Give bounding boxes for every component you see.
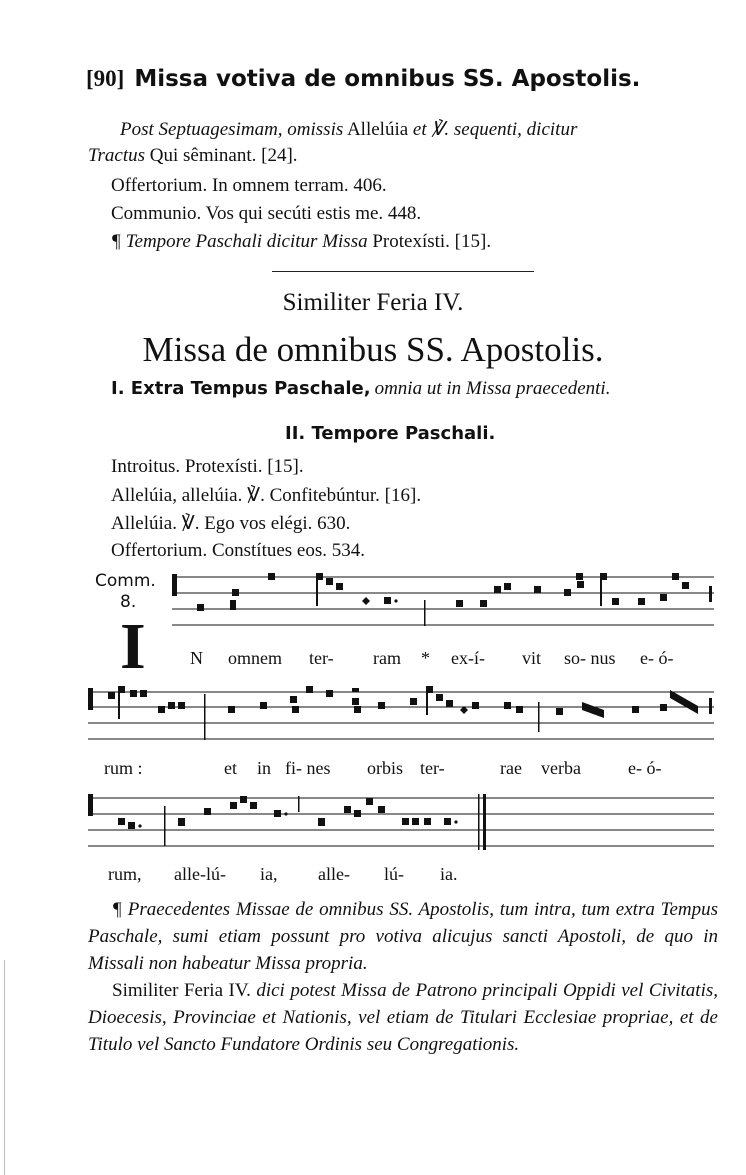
- note-paragraph-1: ¶ Praecedentes Missae de omnibus SS. Apostolis, tum intra, tum extra Tempus Paschale, sumi etiam possunt pro votiva alicujus sancti Apostoli, de quo in Missali non habeatur Missa propria.: [88, 899, 718, 974]
- lyric-syllable: fi- nes: [285, 758, 331, 778]
- intro-line-2-italic: Tractus: [88, 145, 146, 166]
- intro-line-1-roman: Allelúia: [346, 119, 409, 140]
- page-number: [90]: [86, 66, 125, 91]
- chant-staff-2: [0, 680, 746, 746]
- part2-label: II. Tempore Paschali.: [285, 423, 496, 444]
- intro-line-4: Communio. Vos qui secúti estis me. 448.: [111, 203, 422, 224]
- lyric-syllable: orbis: [367, 758, 403, 778]
- proper-item-1: Introitus. Protexísti. [15].: [111, 456, 304, 477]
- lyric-syllable: e- ó-: [640, 648, 674, 668]
- lyric-syllable: verba: [541, 758, 581, 778]
- part1-label: I. Extra Tempus Paschale,: [111, 378, 371, 399]
- chant-initial: I: [120, 610, 146, 683]
- lyric-syllable: ter-: [420, 758, 445, 778]
- lyric-syllable: et: [224, 758, 237, 778]
- intro-line-2-roman: Qui sêminant. [24].: [149, 145, 298, 166]
- proper-item-3: Allelúia. ℣. Ego vos elégi. 630.: [111, 513, 351, 534]
- section-subtitle: Similiter Feria IV.: [282, 289, 464, 316]
- chant-staff-3: [0, 788, 746, 854]
- lyric-syllable: so- nus: [564, 648, 616, 668]
- lyric-syllable: alle-: [318, 864, 350, 884]
- lyric-syllable: vit: [522, 648, 542, 668]
- section-title: Missa de omnibus SS. Apostolis.: [142, 330, 604, 369]
- lyric-syllable: N: [190, 648, 203, 668]
- lyric-syllable: ia,: [260, 864, 278, 884]
- lyric-syllable: rum,: [108, 864, 142, 884]
- chant-lyrics-line-3: [0, 864, 746, 888]
- intro-line-1-italic: Post Septuagesimam, omissis: [120, 119, 344, 140]
- proper-item-4: Offertorium. Constítues eos. 534.: [111, 540, 366, 561]
- chant-label: Comm.: [95, 571, 156, 591]
- lyric-syllable: in: [257, 758, 272, 778]
- intro-line-5: [111, 231, 491, 253]
- part1-text: omnia ut in Missa praecedenti.: [374, 378, 611, 399]
- intro-line-1: [120, 118, 577, 141]
- note-paragraph-2-text: dici potest Missa de Patrono principali Oppidi vel Civitatis, Dioecesis, Provinciae et Nationis, vel etiam de Titulari Ecclesiae propriae, et de Titulo vel Sancto Fundatore Ordinis seu Congregationis.: [88, 980, 718, 1055]
- section-divider: [272, 271, 534, 272]
- part1-line: [111, 378, 610, 400]
- page-title: Missa votiva de omnibus SS. Apostolis.: [134, 66, 641, 92]
- lyric-syllable: e- ó-: [628, 758, 662, 778]
- lyric-syllable: ex-í-: [451, 648, 485, 668]
- chant-staff-1: [0, 570, 746, 636]
- chant-mode: 8.: [120, 592, 137, 612]
- lyric-syllable: ram: [373, 648, 401, 668]
- intro-line-1-italic-2: et ℣. sequenti, dicitur: [412, 119, 578, 140]
- intro-line-5-italic: ¶ Tempore Paschali dicitur Missa: [111, 231, 368, 252]
- note-paragraph-2: [88, 977, 718, 1058]
- intro-line-3: Offertorium. In omnem terram. 406.: [111, 175, 387, 196]
- lyric-syllable: lú-: [384, 864, 404, 884]
- lyric-syllable: ter-: [309, 648, 334, 668]
- lyric-syllable: ia.: [440, 864, 458, 884]
- running-header: [86, 66, 640, 92]
- intro-line-2: [88, 145, 298, 167]
- lyric-syllable: rae: [500, 758, 522, 778]
- proper-item-2: Allelúia, allelúia. ℣. Confitebúntur. [16].: [111, 485, 422, 506]
- lyric-syllable: *: [421, 648, 430, 668]
- chant-lyrics-line-2: [0, 758, 746, 782]
- chant-lyrics-line-1: [0, 648, 746, 672]
- lyric-syllable: alle-lú-: [174, 864, 226, 884]
- page-edge-line: [4, 960, 5, 1175]
- intro-line-5-roman: Protexísti. [15].: [372, 231, 492, 252]
- lyric-syllable: rum :: [104, 758, 143, 778]
- note-paragraph-2-lead: Similiter Feria IV.: [112, 980, 251, 1001]
- lyric-syllable: omnem: [228, 648, 282, 668]
